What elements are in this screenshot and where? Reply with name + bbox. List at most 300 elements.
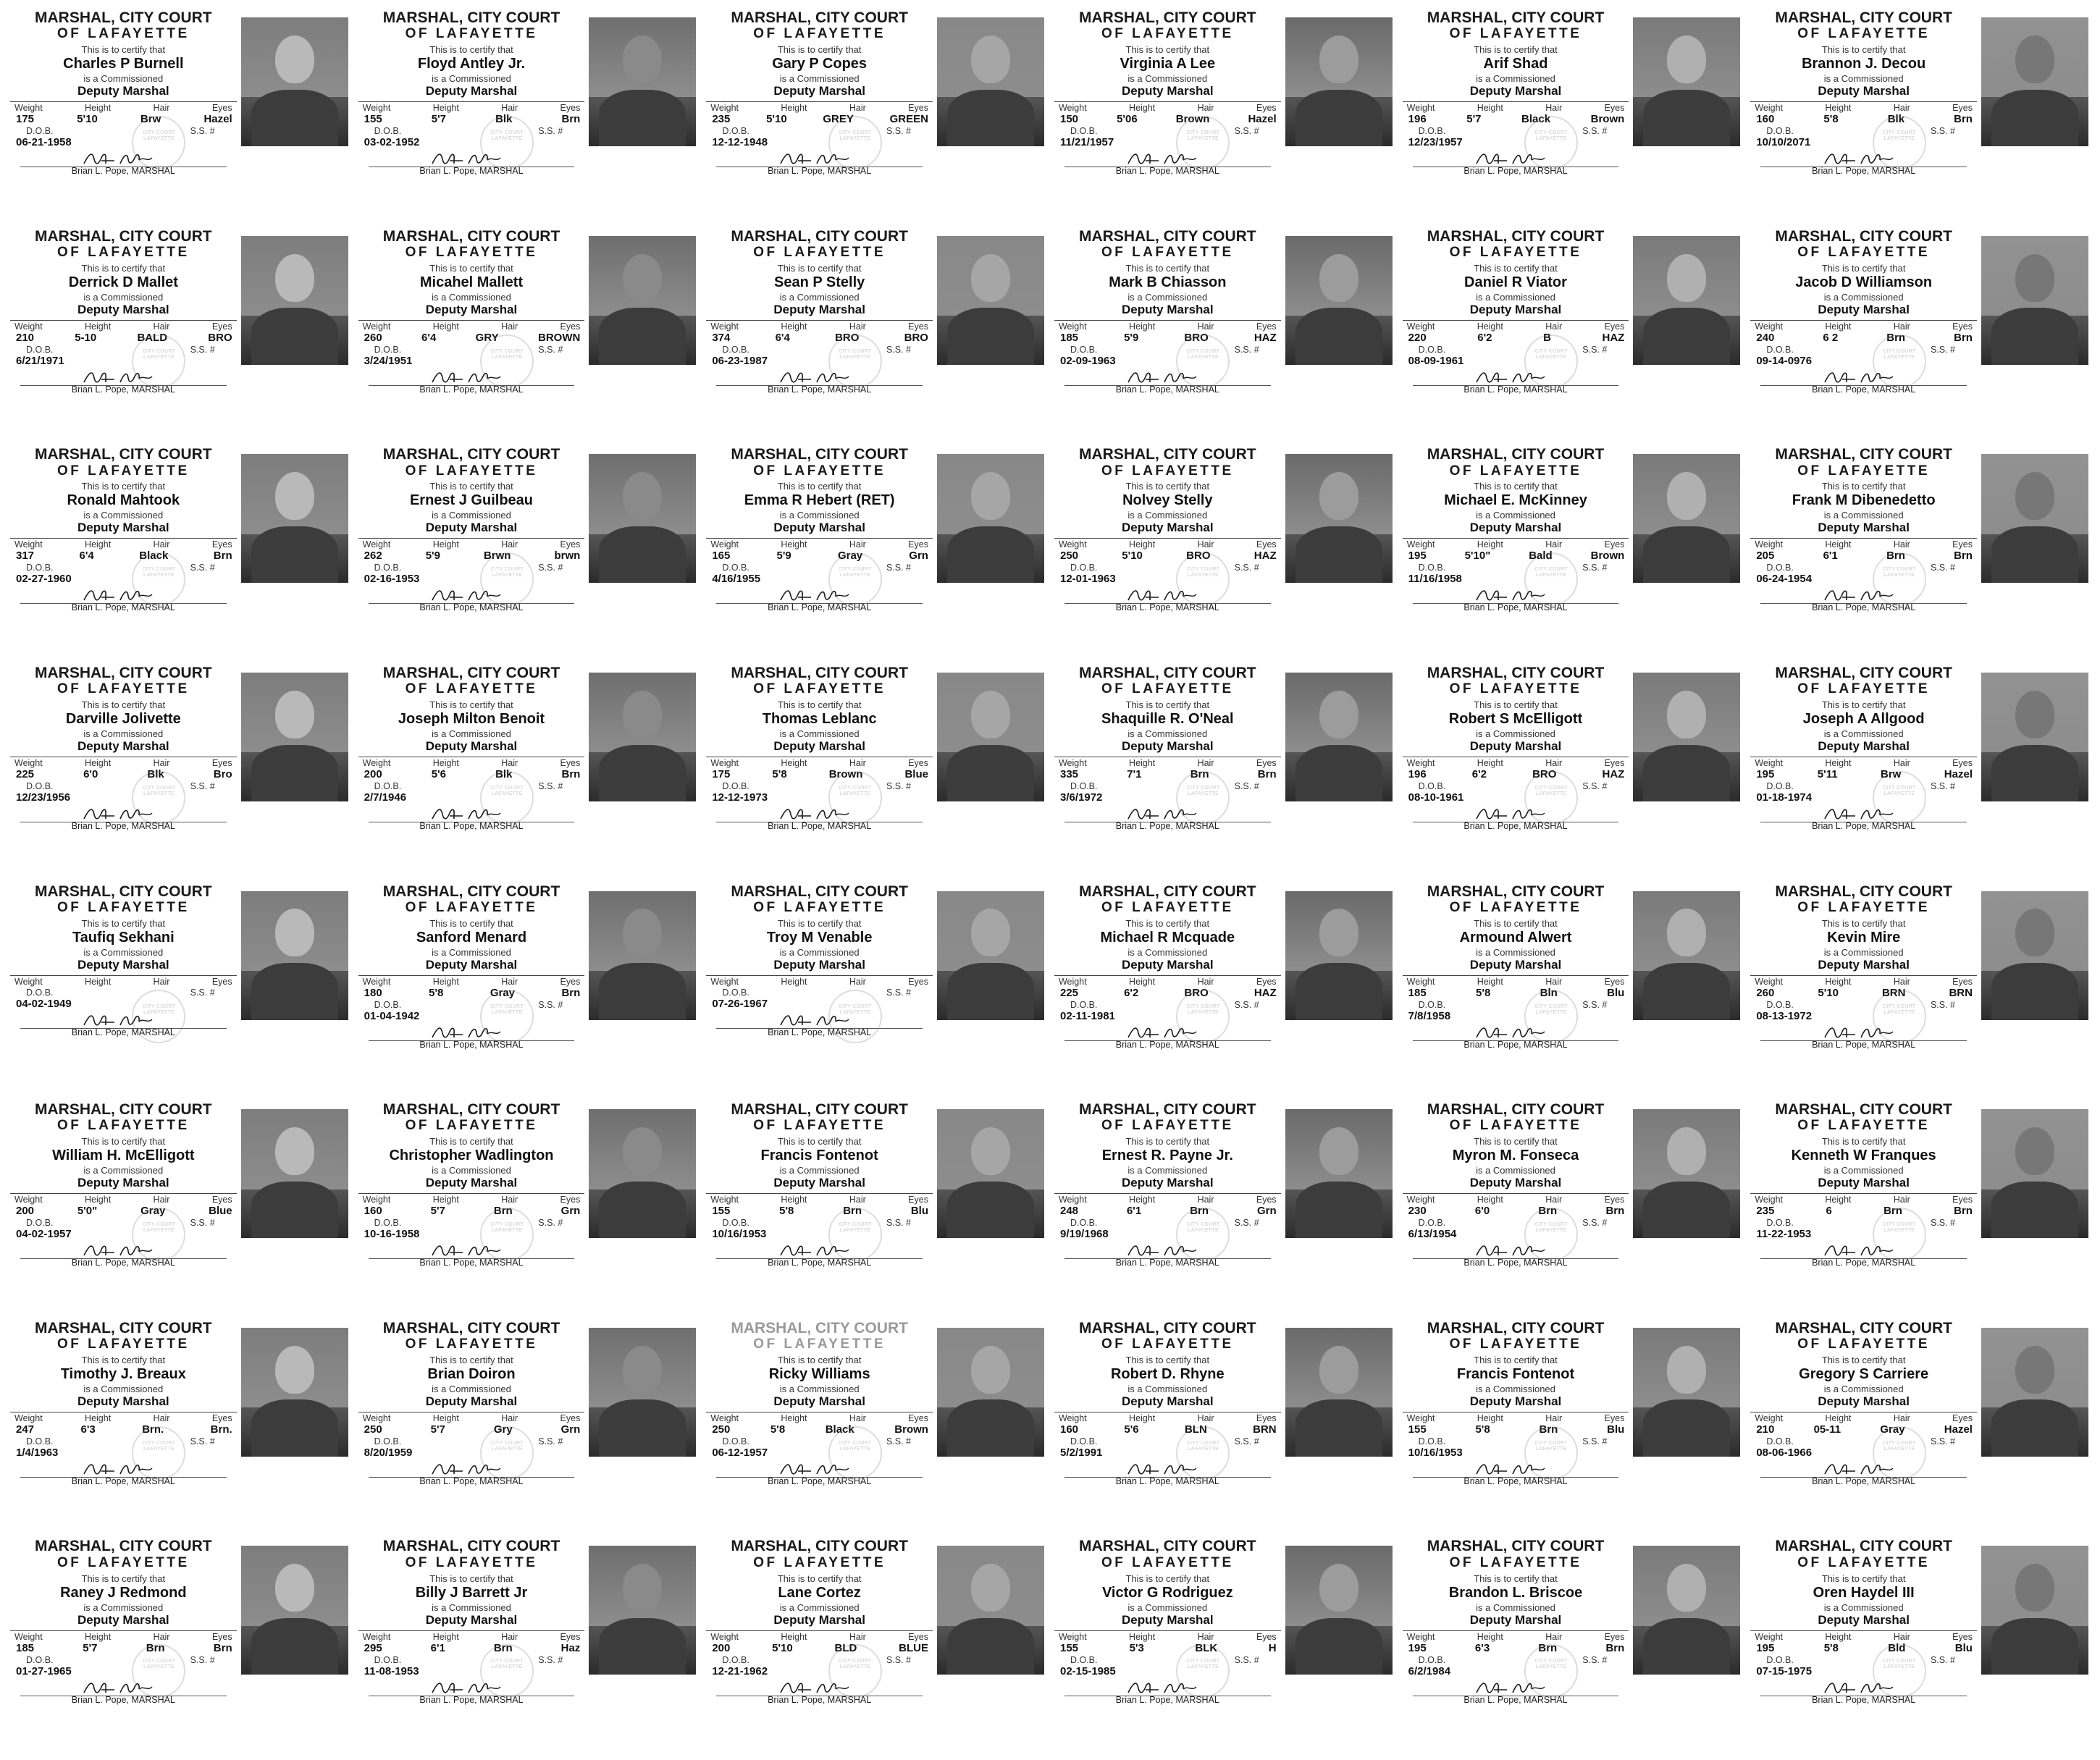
portrait-photo xyxy=(1633,1328,1740,1457)
org-line-1: MARSHAL, CITY COURT xyxy=(1079,883,1256,900)
org-line-1: MARSHAL, CITY COURT xyxy=(1775,446,1952,463)
hair-header: Hair xyxy=(501,758,518,769)
signature-block xyxy=(1403,1024,1629,1049)
seal-watermark: CITY COURT LAFAYETTE xyxy=(1873,552,1926,606)
hair-value: Gray xyxy=(140,1205,166,1218)
height-value: 5-10 xyxy=(75,331,97,344)
height-header: Height xyxy=(85,539,112,550)
card-photo-column xyxy=(1281,665,1394,878)
card-text-column xyxy=(1054,1321,1281,1533)
signature-caption: Brian L. Pope, MARSHAL xyxy=(1463,1694,1568,1705)
card-photo-column xyxy=(584,229,697,442)
eyes-value: BRO xyxy=(904,331,928,344)
dob-value: 09-14-0976 xyxy=(1756,354,1813,367)
rank-title: Deputy Marshal xyxy=(1818,739,1910,754)
attribute-headers xyxy=(1750,1631,1977,1642)
rank-title: Deputy Marshal xyxy=(1122,1176,1214,1190)
commission-card xyxy=(1398,1099,1747,1318)
attribute-values xyxy=(10,550,237,562)
org-line-2: OF LAFAYETTE xyxy=(405,1554,538,1570)
signature-block xyxy=(1403,151,1629,175)
attribute-values xyxy=(706,1205,933,1217)
hair-value: Brn xyxy=(493,1641,513,1654)
signature-block xyxy=(358,369,585,394)
hair-value: BRO xyxy=(835,331,860,344)
portrait-photo xyxy=(1981,17,2088,146)
attribute-headers xyxy=(1750,757,1977,768)
portrait-photo xyxy=(1633,1109,1740,1238)
weight-value: 235 xyxy=(712,113,731,126)
attribute-values xyxy=(10,113,237,125)
org-line-1: MARSHAL, CITY COURT xyxy=(731,446,908,463)
certify-text: This is to certify that xyxy=(429,1572,513,1584)
is-commissioned-text: is a Commissioned xyxy=(1476,73,1555,85)
card-photo-column xyxy=(933,10,1046,223)
attribute-values xyxy=(1403,1205,1629,1217)
card-photo-column xyxy=(1977,1321,2090,1533)
dob-value: 11-08-1953 xyxy=(364,1664,419,1677)
dob-header: D.O.B. xyxy=(1418,344,1446,355)
dob-value: 3/6/1972 xyxy=(1059,791,1103,804)
org-line-2: OF LAFAYETTE xyxy=(753,463,886,479)
dob-value: 8/20/1959 xyxy=(364,1446,413,1459)
org-line-1: MARSHAL, CITY COURT xyxy=(1079,664,1256,681)
eyes-value: HAZ xyxy=(1253,331,1277,344)
portrait-photo xyxy=(937,891,1044,1020)
dob-header: D.O.B. xyxy=(1418,999,1446,1010)
hair-value: BRO xyxy=(1186,550,1211,563)
portrait-photo xyxy=(937,1109,1044,1238)
portrait-photo xyxy=(241,891,348,1020)
attribute-headers xyxy=(1750,1194,1977,1205)
seal-watermark: CITY COURT LAFAYETTE xyxy=(1524,1426,1578,1480)
portrait-photo xyxy=(1285,673,1393,801)
weight-header: Weight xyxy=(14,1631,43,1642)
rank-title: Deputy Marshal xyxy=(1818,957,1910,972)
weight-header: Weight xyxy=(1755,1631,1784,1642)
attribute-values xyxy=(10,1642,237,1654)
signature-block xyxy=(706,369,933,394)
hair-value: Brn xyxy=(1886,550,1905,563)
dob-header: D.O.B. xyxy=(1766,1218,1794,1229)
seal-watermark: CITY COURT LAFAYETTE xyxy=(132,990,185,1043)
holder-name: Robert S McElligott xyxy=(1448,711,1583,728)
seal-watermark: CITY COURT LAFAYETTE xyxy=(480,771,534,825)
seal-watermark: CITY COURT LAFAYETTE xyxy=(132,552,185,606)
height-header: Height xyxy=(781,976,807,987)
dob-header: D.O.B. xyxy=(722,563,749,573)
attribute-values xyxy=(358,113,585,125)
holder-name: Micahel Mallett xyxy=(419,274,524,290)
attribute-headers xyxy=(1403,1631,1629,1642)
weight-header: Weight xyxy=(14,976,43,987)
portrait-photo xyxy=(1285,454,1393,583)
card-photo-column xyxy=(584,665,697,878)
seal-watermark: CITY COURT LAFAYETTE xyxy=(480,990,534,1043)
eyes-header: Eyes xyxy=(1952,539,1973,550)
hair-value: Brn xyxy=(146,1641,165,1654)
commission-card xyxy=(1398,1536,1747,1754)
eyes-header: Eyes xyxy=(560,321,581,332)
hair-value: Blk xyxy=(147,768,164,781)
card-photo-column xyxy=(1977,229,2090,442)
dob-ssn-headers xyxy=(1750,1217,1977,1228)
weight-value: 220 xyxy=(1408,331,1427,344)
ssn-header: S.S. # xyxy=(1930,999,1955,1010)
is-commissioned-text: is a Commissioned xyxy=(779,1383,860,1394)
height-header: Height xyxy=(1825,976,1852,987)
eyes-value: Brn xyxy=(1257,768,1277,781)
ssn-header: S.S. # xyxy=(1582,781,1608,792)
card-text-column xyxy=(1403,884,1629,1097)
signature-caption: Brian L. Pope, MARSHAL xyxy=(71,602,175,613)
certify-text: This is to certify that xyxy=(429,1136,513,1148)
dob-ssn-headers xyxy=(10,1436,237,1447)
attribute-headers xyxy=(706,1412,933,1423)
weight-header: Weight xyxy=(1755,321,1784,332)
hair-header: Hair xyxy=(1893,758,1910,769)
hair-header: Hair xyxy=(501,539,518,550)
hair-header: Hair xyxy=(1197,1412,1214,1423)
org-line-1: MARSHAL, CITY COURT xyxy=(731,664,908,681)
holder-name: Myron M. Fonseca xyxy=(1452,1148,1579,1164)
ssn-header: S.S. # xyxy=(1234,1436,1259,1447)
holder-name: Joseph Milton Benoit xyxy=(398,711,545,728)
attribute-headers xyxy=(10,1194,237,1205)
is-commissioned-text: is a Commissioned xyxy=(1127,728,1208,740)
holder-name: Kevin Mire xyxy=(1827,929,1901,946)
org-line-2: OF LAFAYETTE xyxy=(405,681,538,697)
rank-title: Deputy Marshal xyxy=(425,302,518,316)
weight-value: 195 xyxy=(1756,1641,1775,1654)
dob-ssn-headers xyxy=(358,780,585,791)
eyes-header: Eyes xyxy=(211,758,232,769)
ssn-header: S.S. # xyxy=(1582,344,1608,355)
hair-header: Hair xyxy=(1893,976,1910,987)
attribute-values xyxy=(706,1423,933,1436)
hair-value: Brn xyxy=(1190,768,1209,781)
attribute-values xyxy=(706,550,933,562)
rank-title: Deputy Marshal xyxy=(1818,521,1910,535)
height-value: 5'10 xyxy=(77,113,98,126)
height-header: Height xyxy=(1129,1195,1156,1205)
attribute-values xyxy=(1054,113,1281,125)
dob-ssn-headers xyxy=(358,1436,585,1447)
certify-text: This is to certify that xyxy=(1125,1354,1210,1365)
signature-block xyxy=(1403,806,1629,830)
hair-value: Brw xyxy=(1881,768,1902,781)
org-line-1: MARSHAL, CITY COURT xyxy=(1079,446,1256,463)
dob-ssn-headers xyxy=(1750,1654,1977,1665)
weight-value: 225 xyxy=(1059,986,1079,999)
dob-value: 12-01-1963 xyxy=(1059,573,1116,586)
dob-value: 5/2/1991 xyxy=(1059,1446,1103,1459)
holder-name: Ronald Mahtook xyxy=(67,492,180,509)
rank-title: Deputy Marshal xyxy=(77,302,169,316)
height-value: 5'10" xyxy=(1464,550,1491,563)
portrait-photo xyxy=(1981,1328,2088,1457)
attribute-values xyxy=(1054,768,1281,780)
commission-card xyxy=(6,226,354,445)
ssn-header: S.S. # xyxy=(1234,126,1259,137)
card-photo-column xyxy=(1281,10,1394,223)
seal-watermark: CITY COURT LAFAYETTE xyxy=(1524,990,1578,1043)
eyes-value: Brn xyxy=(561,768,581,781)
seal-watermark: CITY COURT LAFAYETTE xyxy=(480,552,534,606)
attribute-headers xyxy=(10,976,237,987)
signature-block xyxy=(1403,1680,1629,1704)
signature-caption: Brian L. Pope, MARSHAL xyxy=(419,1694,524,1705)
dob-value: 6/13/1954 xyxy=(1408,1228,1457,1241)
ssn-header: S.S. # xyxy=(190,126,215,137)
portrait-photo xyxy=(589,891,696,1020)
eyes-header: Eyes xyxy=(560,1195,581,1205)
eyes-value: Bro xyxy=(213,768,232,781)
signature-block xyxy=(10,587,237,612)
signature-caption: Brian L. Pope, MARSHAL xyxy=(1463,1258,1568,1268)
seal-watermark: CITY COURT LAFAYETTE xyxy=(480,1208,534,1261)
weight-header: Weight xyxy=(1755,758,1784,769)
eyes-header: Eyes xyxy=(908,539,928,550)
is-commissioned-text: is a Commissioned xyxy=(1476,291,1555,303)
attribute-headers xyxy=(1750,539,1977,550)
weight-header: Weight xyxy=(362,1412,391,1423)
dob-ssn-headers xyxy=(1403,1654,1629,1665)
height-header: Height xyxy=(1477,1631,1503,1642)
is-commissioned-text: is a Commissioned xyxy=(83,1383,164,1394)
ssn-header: S.S. # xyxy=(1582,1436,1608,1447)
is-commissioned-text: is a Commissioned xyxy=(432,728,511,740)
height-header: Height xyxy=(781,103,807,114)
attribute-values xyxy=(1750,1642,1977,1654)
certify-text: This is to certify that xyxy=(777,1354,862,1365)
weight-value: 195 xyxy=(1408,550,1427,563)
card-text-column xyxy=(706,1321,933,1533)
holder-name: Raney J Redmond xyxy=(60,1584,187,1601)
certify-text: This is to certify that xyxy=(1821,44,1906,56)
dob-ssn-headers xyxy=(10,1654,237,1665)
signature-caption: Brian L. Pope, MARSHAL xyxy=(71,166,175,177)
holder-name: Michael E. McKinney xyxy=(1444,492,1587,509)
weight-value: 195 xyxy=(1408,1641,1427,1654)
signature-caption: Brian L. Pope, MARSHAL xyxy=(1115,602,1219,613)
signature-caption: Brian L. Pope, MARSHAL xyxy=(1812,166,1916,177)
portrait-photo xyxy=(589,1328,696,1457)
commission-card xyxy=(354,226,702,445)
signature-caption: Brian L. Pope, MARSHAL xyxy=(71,1475,175,1486)
rank-title: Deputy Marshal xyxy=(1469,1394,1562,1408)
signature-caption: Brian L. Pope, MARSHAL xyxy=(768,602,872,613)
seal-watermark: CITY COURT LAFAYETTE xyxy=(132,334,185,388)
dob-value: 6/2/1984 xyxy=(1408,1664,1451,1677)
ssn-header: S.S. # xyxy=(886,987,911,998)
weight-value: 175 xyxy=(712,768,731,781)
signature-caption: Brian L. Pope, MARSHAL xyxy=(1812,1039,1916,1050)
holder-name: Francis Fontenot xyxy=(1456,1365,1575,1382)
ssn-header: S.S. # xyxy=(190,563,215,573)
card-text-column xyxy=(358,1321,585,1533)
commission-card xyxy=(1398,1318,1747,1536)
org-line-2: OF LAFAYETTE xyxy=(1449,1118,1582,1134)
rank-title: Deputy Marshal xyxy=(77,521,169,535)
hair-header: Hair xyxy=(501,1195,518,1205)
dob-ssn-headers xyxy=(1403,344,1629,355)
eyes-value: HAZ xyxy=(1253,550,1277,563)
eyes-value: Blu xyxy=(1607,986,1625,999)
signature-caption: Brian L. Pope, MARSHAL xyxy=(1115,1694,1219,1705)
height-header: Height xyxy=(1825,1412,1852,1423)
signature-block xyxy=(10,1012,237,1037)
signature-block xyxy=(1054,806,1281,830)
eyes-header: Eyes xyxy=(211,976,232,987)
dob-value: 10/10/2071 xyxy=(1756,136,1811,149)
seal-watermark: CITY COURT LAFAYETTE xyxy=(1524,771,1578,825)
org-line-1: MARSHAL, CITY COURT xyxy=(1775,9,1952,26)
holder-name: Francis Fontenot xyxy=(760,1148,878,1164)
signature-caption: Brian L. Pope, MARSHAL xyxy=(1463,1039,1568,1050)
weight-value: 165 xyxy=(712,550,731,563)
hair-header: Hair xyxy=(849,321,866,332)
signature-caption: Brian L. Pope, MARSHAL xyxy=(419,166,524,177)
portrait-photo xyxy=(937,236,1044,365)
eyes-header: Eyes xyxy=(560,758,581,769)
weight-value: 235 xyxy=(1756,1205,1775,1218)
attribute-headers xyxy=(1750,102,1977,113)
weight-header: Weight xyxy=(1406,1195,1435,1205)
attribute-headers xyxy=(358,539,585,550)
card-photo-column xyxy=(933,447,1046,660)
hair-value: Brn xyxy=(1538,1641,1558,1654)
height-header: Height xyxy=(432,1195,459,1205)
ssn-header: S.S. # xyxy=(1582,1654,1608,1665)
org-line-1: MARSHAL, CITY COURT xyxy=(35,227,212,245)
org-line-1: MARSHAL, CITY COURT xyxy=(1079,1101,1256,1119)
rank-title: Deputy Marshal xyxy=(773,84,865,98)
dob-ssn-headers xyxy=(706,562,933,573)
signature-block xyxy=(358,1242,585,1267)
org-line-1: MARSHAL, CITY COURT xyxy=(1427,1101,1605,1119)
hair-header: Hair xyxy=(1545,758,1563,769)
org-line-2: OF LAFAYETTE xyxy=(753,899,886,915)
dob-value: 02-09-1963 xyxy=(1059,354,1116,367)
hair-value: Brwn xyxy=(483,550,511,563)
commission-card xyxy=(354,1099,702,1318)
holder-name: Troy M Venable xyxy=(766,929,873,946)
dob-header: D.O.B. xyxy=(722,987,749,998)
weight-header: Weight xyxy=(1406,1412,1435,1423)
signature-block xyxy=(1750,1242,1977,1267)
is-commissioned-text: is a Commissioned xyxy=(432,1383,511,1394)
signature-caption: Brian L. Pope, MARSHAL xyxy=(768,1027,872,1037)
dob-header: D.O.B. xyxy=(1766,1654,1794,1665)
attribute-headers xyxy=(1054,102,1281,113)
height-header: Height xyxy=(1825,1195,1852,1205)
eyes-value: Brn xyxy=(1954,550,1973,563)
is-commissioned-text: is a Commissioned xyxy=(1823,728,1904,740)
eyes-header: Eyes xyxy=(211,103,232,114)
org-line-2: OF LAFAYETTE xyxy=(1797,1118,1931,1134)
certify-text: This is to certify that xyxy=(81,1136,166,1148)
attribute-headers xyxy=(1403,539,1629,550)
eyes-header: Eyes xyxy=(908,103,928,114)
eyes-value: H xyxy=(1268,1641,1277,1654)
card-text-column xyxy=(10,884,237,1097)
ssn-header: S.S. # xyxy=(538,781,563,792)
portrait-photo xyxy=(241,17,348,146)
seal-watermark: CITY COURT LAFAYETTE xyxy=(132,1426,185,1480)
eyes-value: GREEN xyxy=(889,113,928,126)
rank-title: Deputy Marshal xyxy=(425,1176,518,1190)
hair-header: Hair xyxy=(153,321,170,332)
signature-block xyxy=(1403,1461,1629,1486)
weight-header: Weight xyxy=(1058,539,1087,550)
height-header: Height xyxy=(1825,103,1852,114)
seal-watermark: CITY COURT LAFAYETTE xyxy=(1176,1426,1230,1480)
rank-title: Deputy Marshal xyxy=(1818,302,1910,316)
seal-watermark: CITY COURT LAFAYETTE xyxy=(828,1644,882,1698)
seal-watermark: CITY COURT LAFAYETTE xyxy=(1524,552,1578,606)
attribute-values xyxy=(10,768,237,780)
rank-title: Deputy Marshal xyxy=(1469,521,1562,535)
holder-name: Gregory S Carriere xyxy=(1799,1365,1929,1382)
height-header: Height xyxy=(1825,539,1852,550)
ssn-header: S.S. # xyxy=(538,1654,563,1665)
portrait-photo xyxy=(1981,236,2088,365)
eyes-value: Blue xyxy=(904,768,928,781)
eyes-value: Brn xyxy=(213,1641,232,1654)
org-line-1: MARSHAL, CITY COURT xyxy=(382,1319,560,1336)
weight-header: Weight xyxy=(1406,1631,1435,1642)
ssn-header: S.S. # xyxy=(538,1218,563,1229)
dob-value: 08-10-1961 xyxy=(1408,791,1464,804)
commission-card xyxy=(1746,1318,2094,1536)
commission-card xyxy=(6,7,354,226)
hair-header: Hair xyxy=(153,1631,170,1642)
height-header: Height xyxy=(1825,758,1852,769)
holder-name: Arif Shad xyxy=(1483,56,1548,72)
hair-value: Blk xyxy=(1887,113,1905,126)
hair-header: Hair xyxy=(849,539,866,550)
card-text-column xyxy=(1750,10,1977,223)
attribute-values xyxy=(1403,550,1629,562)
commission-card xyxy=(702,444,1050,662)
signature-caption: Brian L. Pope, MARSHAL xyxy=(768,1258,872,1268)
eyes-header: Eyes xyxy=(1952,1412,1973,1423)
signature-block xyxy=(706,806,933,830)
org-line-1: MARSHAL, CITY COURT xyxy=(35,883,212,900)
is-commissioned-text: is a Commissioned xyxy=(1476,1383,1555,1394)
rank-title: Deputy Marshal xyxy=(77,1612,169,1627)
portrait-photo xyxy=(1633,1546,1740,1675)
org-line-2: OF LAFAYETTE xyxy=(1101,1336,1234,1352)
weight-header: Weight xyxy=(14,758,43,769)
weight-header: Weight xyxy=(710,539,739,550)
is-commissioned-text: is a Commissioned xyxy=(1476,728,1555,740)
dob-ssn-headers xyxy=(358,999,585,1010)
dob-header: D.O.B. xyxy=(1766,781,1794,792)
holder-name: Emma R Hebert (RET) xyxy=(744,492,895,509)
rank-title: Deputy Marshal xyxy=(425,1394,518,1408)
is-commissioned-text: is a Commissioned xyxy=(432,1601,511,1613)
ssn-header: S.S. # xyxy=(1582,563,1608,573)
commission-card xyxy=(1050,226,1398,445)
ssn-header: S.S. # xyxy=(1582,126,1608,137)
certify-text: This is to certify that xyxy=(429,917,513,929)
weight-header: Weight xyxy=(1058,976,1087,987)
dob-ssn-headers xyxy=(1750,999,1977,1010)
attribute-values xyxy=(1750,550,1977,562)
org-line-2: OF LAFAYETTE xyxy=(1101,463,1234,479)
